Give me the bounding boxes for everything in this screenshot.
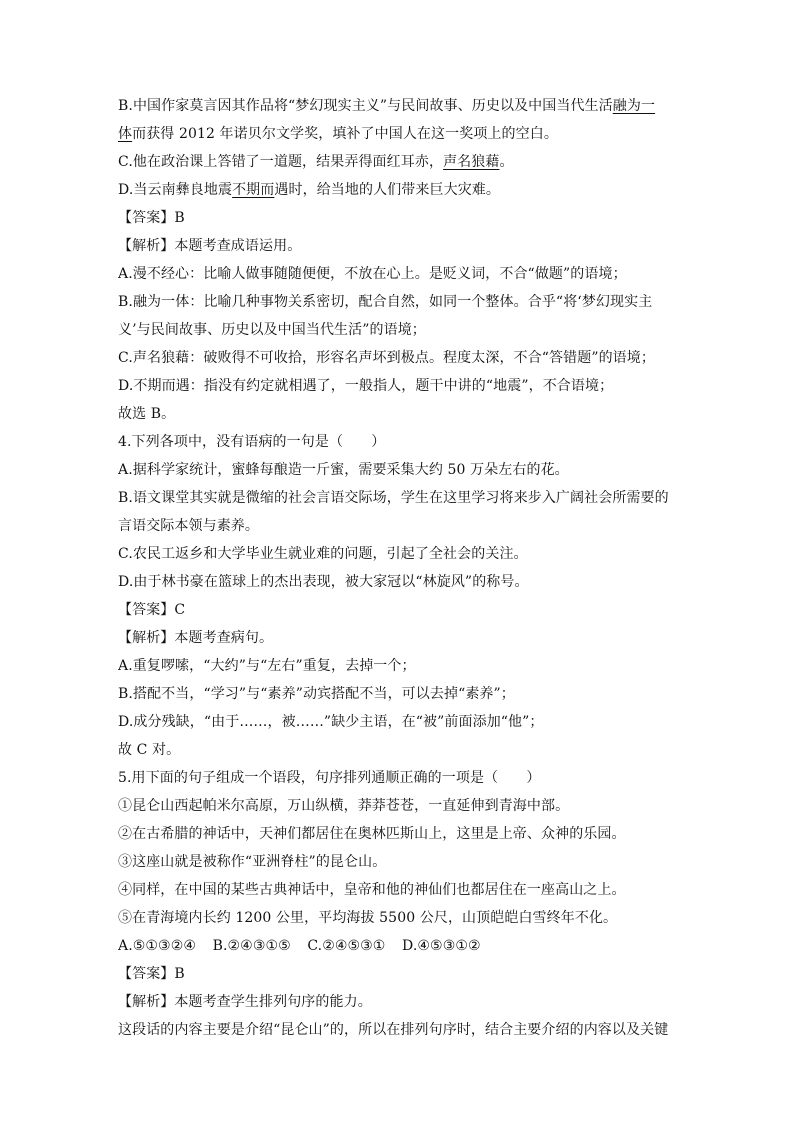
q3-analysis-line: A.漫不经心：比喻人做事随随便便，不放在心上。是贬义词，不合“做题”的语境；: [118, 266, 627, 282]
q3-option-b-line1: B.中国作家莫言因其作品将“梦幻现实主义”与民间故事、历史以及中国当代生活融为一: [118, 98, 656, 114]
q4-answer: 【答案】C: [118, 602, 186, 618]
q3-analysis-title: 【解析】本题考查成语运用。: [118, 238, 302, 254]
q5-sentence: ⑤在青海境内长约 1200 公里，平均海拔 5500 公尺，山顶皑皑白雪终年不化。: [118, 910, 618, 926]
q3-answer: 【答案】B: [118, 210, 185, 226]
q5-sentence: ④同样，在中国的某些古典神话中，皇帝和他的神仙们也都居住在一座高山之上。: [118, 882, 626, 898]
q5-sentence: ②在古希腊的神话中，天神们都居住在奥林匹斯山上，这里是上帝、众神的乐园。: [118, 826, 626, 842]
q4-option: A.据科学家统计，蜜蜂每酿造一斤蜜，需要采集大约 50 万朵左右的花。: [118, 462, 569, 478]
q5-sentence: ③这座山就是被称作“亚洲脊柱”的昆仑山。: [118, 854, 387, 870]
q5-choice-c: C.②④⑤③①: [307, 938, 386, 954]
q5-choice-d: D.④⑤③①②: [402, 938, 481, 954]
q4-analysis-line: D.成分残缺，“由于……，被……”缺少主语，在“被”前面添加“他”；: [118, 714, 544, 730]
q5-choices: [118, 932, 684, 960]
q3-analysis-line: 故选 B。: [118, 406, 176, 422]
q4-option: D.由于林书豪在篮球上的杰出表现，被大家冠以“林旋风”的称号。: [118, 574, 529, 590]
q5-choice-a: A.⑤①③②④: [118, 938, 197, 954]
q5-choice-b: B.②④③①⑤: [212, 938, 291, 954]
q4-option: 言语交际本领与素养。: [118, 518, 259, 534]
q5-analysis-title: 【解析】本题考查学生排列句序的能力。: [118, 994, 372, 1010]
q5-answer: 【答案】B: [118, 966, 185, 982]
q3-option-d: D.当云南彝良地震不期而遇时，给当地的人们带来巨大灾难。: [118, 182, 500, 198]
q4-option: B.语文课堂其实就是微缩的社会言语交际场，学生在这里学习将来步入广阔社会所需要的: [118, 490, 669, 506]
underlined-phrase: 不期而: [232, 182, 275, 198]
q5-analysis-line: 这段话的内容主要是介绍“昆仑山”的，所以在排列句序时，结合主要介绍的内容以及关键: [118, 1022, 669, 1038]
q4-analysis-title: 【解析】本题考查病句。: [118, 630, 274, 646]
q4-option: C.农民工返乡和大学毕业生就业难的问题，引起了全社会的关注。: [118, 546, 528, 562]
q3-analysis-line: C.声名狼藉：破败得不可收拾，形容名声坏到极点。程度太深，不合“答错题”的语境；: [118, 350, 655, 366]
underlined-phrase: 融为一: [612, 98, 656, 114]
q4-stem: 4.下列各项中，没有语病的一句是（ ）: [118, 434, 386, 450]
q3-option-c: C.他在政治课上答错了一道题，结果弄得面红耳赤，声名狼藉。: [118, 154, 514, 170]
q3-option-b-line2: 体而获得 2012 年诺贝尔文学奖，填补了中国人在这一奖项上的空白。: [118, 126, 558, 142]
underlined-phrase: 体: [118, 126, 133, 142]
q4-analysis-line: B.搭配不当，“学习”与“素养”动宾搭配不当，可以去掉“素养”；: [118, 686, 515, 702]
q5-sentence: ①昆仑山西起帕米尔高原，万山纵横，莽莽苍苍，一直延伸到青海中部。: [118, 798, 570, 814]
q4-analysis-line: A.重复啰嗦，“大约”与“左右”重复，去掉一个；: [118, 658, 416, 674]
q3-analysis-line: B.融为一体：比喻几种事物关系密切，配合自然，如同一个整体。合乎“将‘梦幻现实主: [118, 294, 653, 310]
q3-analysis-line: 义’与民间故事、历史以及中国当代生活”的语境；: [118, 322, 426, 338]
underlined-phrase: 声名狼藉: [443, 154, 500, 170]
q5-stem: 5.用下面的句子组成一个语段，句序排列通顺正确的一项是（ ）: [118, 770, 541, 786]
q4-analysis-line: 故 C 对。: [118, 742, 181, 758]
q3-analysis-line: D.不期而遇：指没有约定就相遇了，一般指人，题干中讲的“地震”，不合语境；: [118, 378, 614, 394]
